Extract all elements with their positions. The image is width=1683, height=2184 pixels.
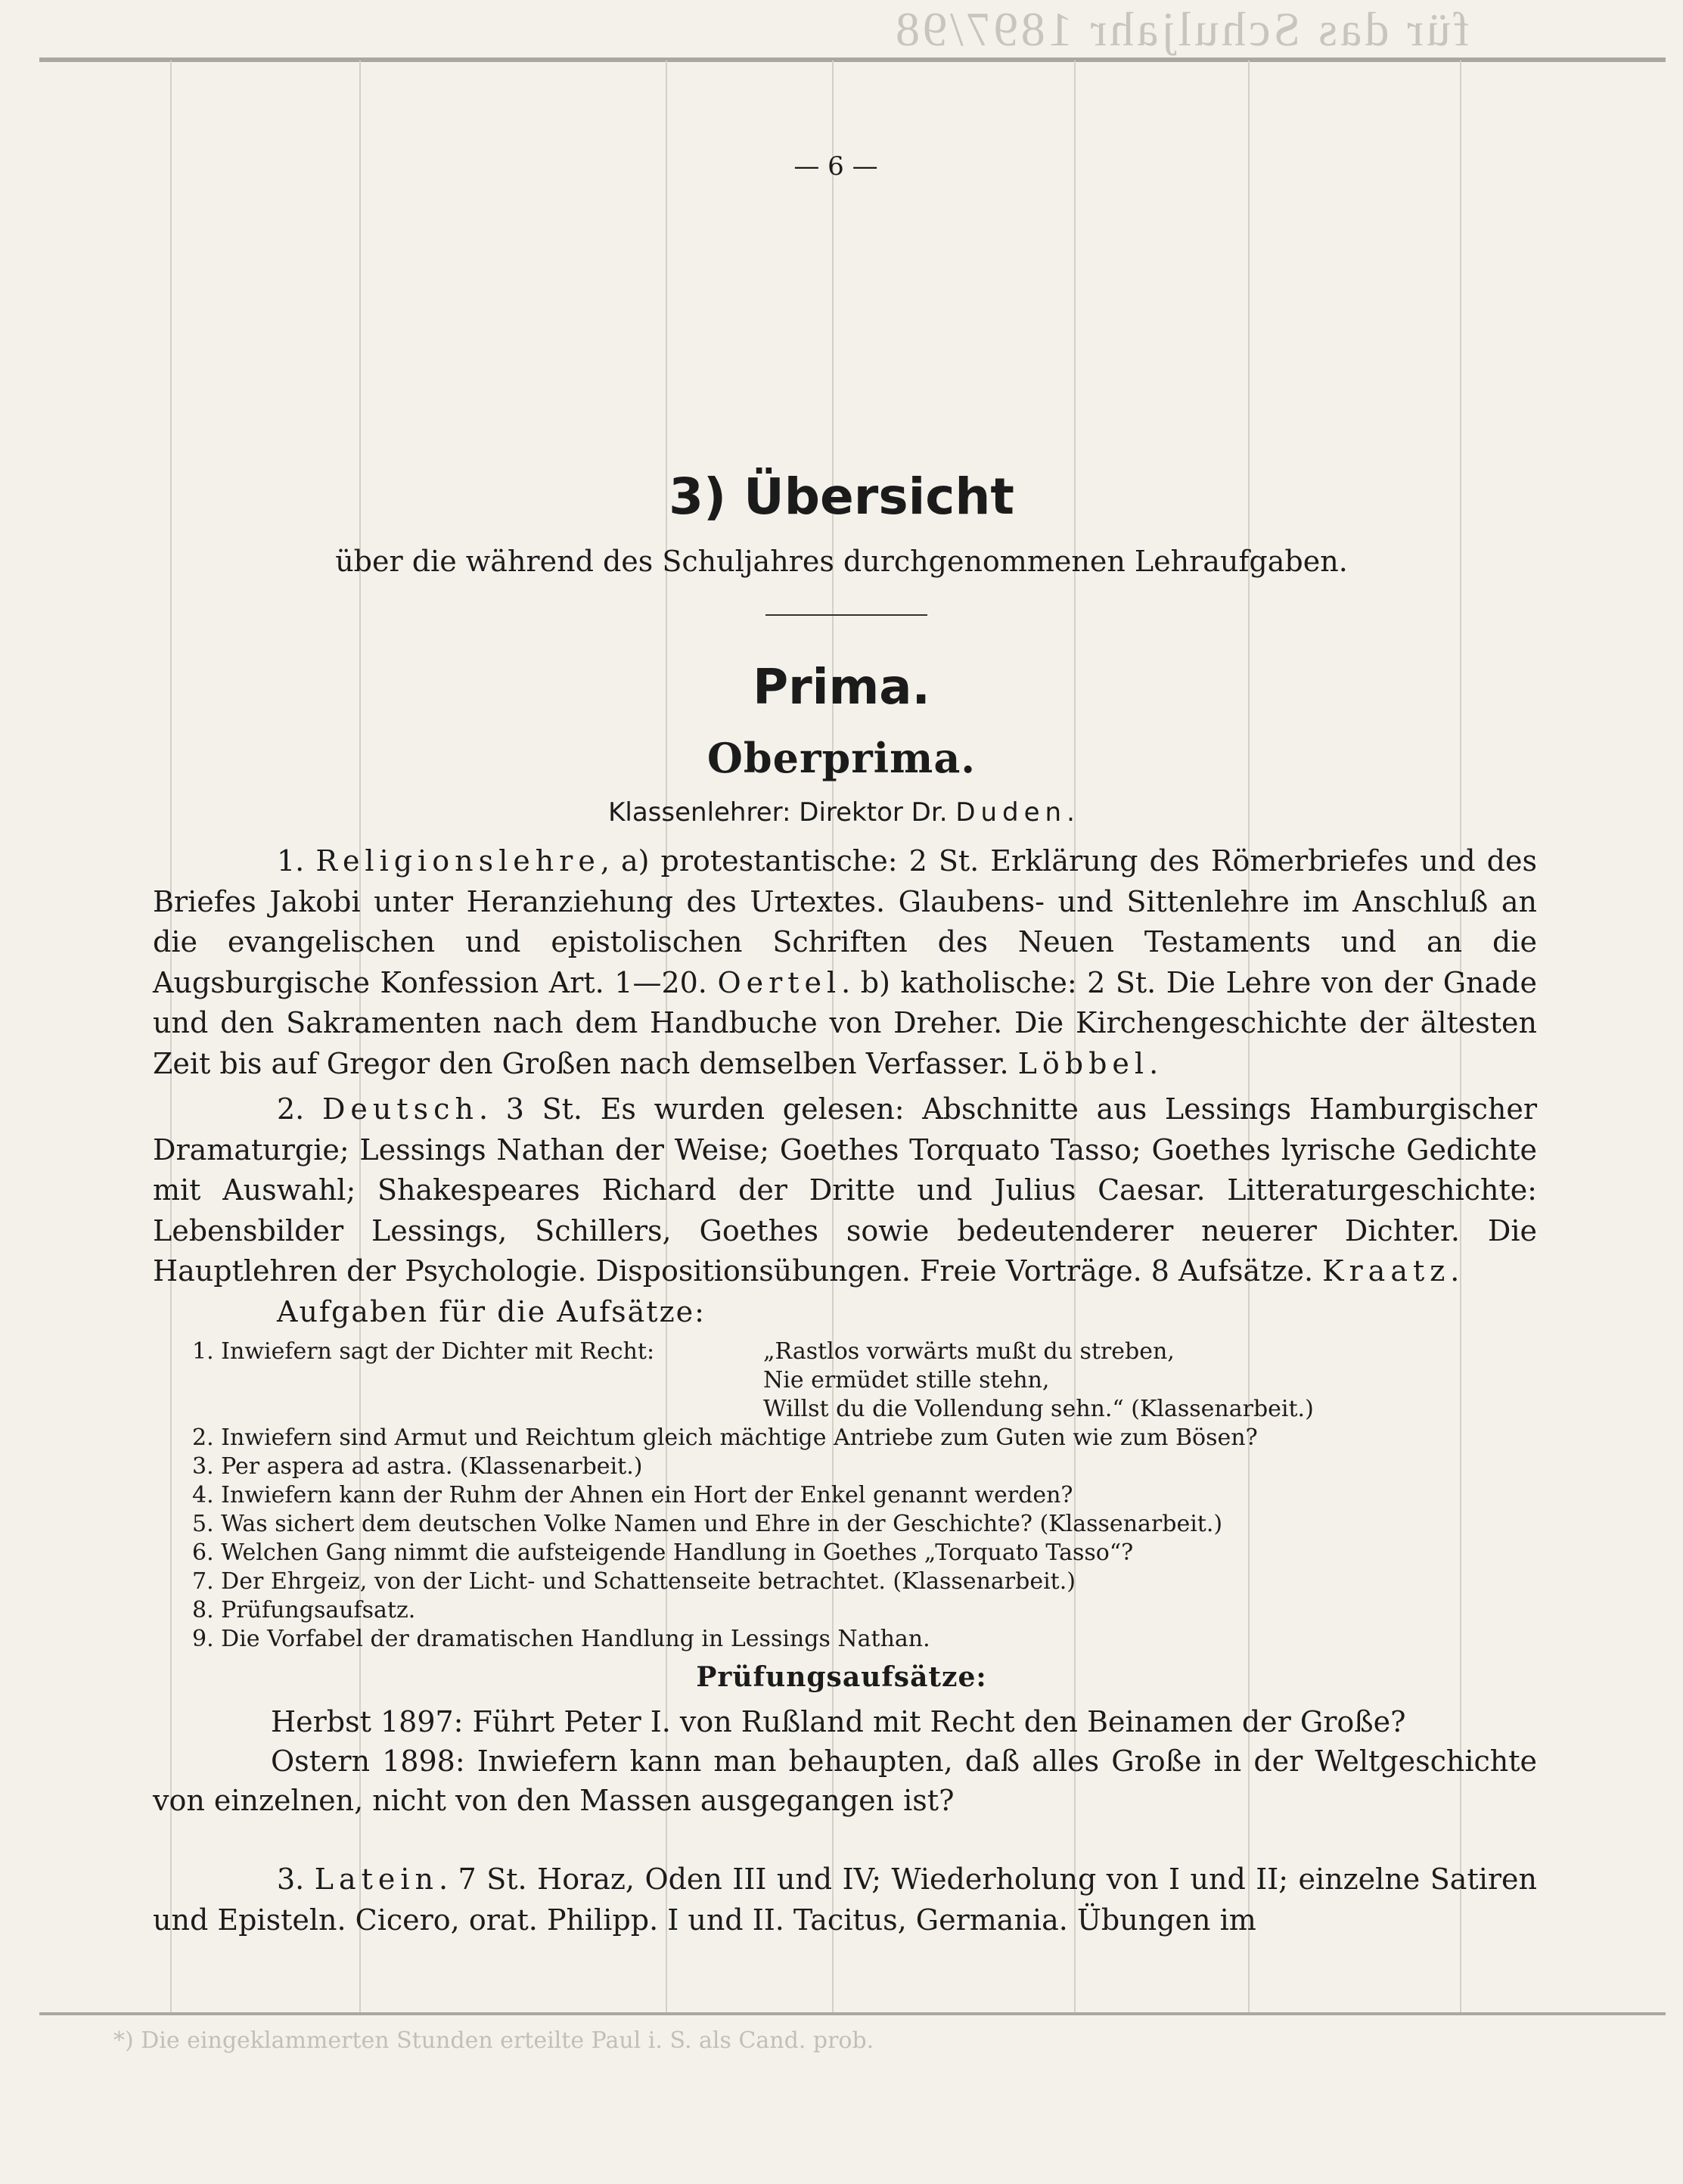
- teacher-name: Oertel: [717, 965, 842, 999]
- exam-topics: [153, 1702, 1537, 1820]
- list-item: 9. Die Vorfabel der dramatischen Handlung in Lessings Nathan.: [192, 1626, 930, 1652]
- essay-quote-line: Willst du die Vollendung sehn.“ (Klassenarbeit.): [763, 1396, 1314, 1422]
- list-item: 7. Der Ehrgeiz, von der Licht- und Schattenseite betrachtet. (Klassenarbeit.): [192, 1568, 1076, 1595]
- subject-name: Latein: [314, 1862, 439, 1896]
- class-teacher-suffix: .: [1067, 797, 1075, 828]
- subject-number: 3.: [277, 1862, 315, 1896]
- religion-paragraph: [153, 841, 1537, 1084]
- page-number: — 6 —: [793, 151, 878, 182]
- essay-quote-line: Nie ermüdet stille stehn,: [763, 1367, 1050, 1393]
- sentence-end: .: [1149, 1046, 1159, 1080]
- section-subtitle: über die während des Schuljahres durchgenommenen Lehraufgaben.: [335, 545, 1348, 578]
- divider: [765, 614, 927, 616]
- teacher-name: Löbbel: [1017, 1046, 1150, 1080]
- ghost-title: für das Schuljahr 1897/98: [893, 2, 1470, 56]
- teacher-name: Kraatz: [1322, 1254, 1451, 1288]
- subject-text: . b) katholische: 2 St. Die Lehre von der Gnade und den Sakramenten nach dem Handbuche von Dreher. Die Kirchengeschichte der ältesten Zeit bis auf Gregor den Großen nach demselben Verfasser.: [153, 965, 1538, 1080]
- subject-number: 1.: [277, 844, 316, 878]
- exam-heading: Prüfungsaufsätze:: [696, 1661, 987, 1693]
- class-teacher: [0, 797, 1683, 828]
- latein-paragraph: [153, 1859, 1537, 1940]
- subject-name: Religionslehre: [315, 844, 601, 878]
- deutsch-paragraph: [153, 1089, 1537, 1292]
- class-teacher-label: Klassenlehrer: Direktor Dr.: [608, 797, 956, 828]
- class-teacher-name: Duden: [955, 797, 1067, 828]
- list-item: 8. Prüfungsaufsatz.: [192, 1597, 416, 1623]
- list-item: 1. Inwiefern sagt der Dichter mit Recht:: [192, 1338, 655, 1365]
- essay-heading: Aufgaben für die Aufsätze:: [277, 1295, 706, 1328]
- essay-quote-line: „Rastlos vorwärts mußt du streben,: [763, 1338, 1175, 1365]
- class-title: Prima.: [753, 660, 930, 716]
- subject-text: . 7 St. Horaz, Oden III und IV; Wiederholung von I und II; einzelne Satiren und Episteln. Cicero, orat. Philipp. I und II. Tacitus, Germania. Übungen im: [153, 1862, 1537, 1937]
- exam-easter: Ostern 1898: Inwiefern kann man behaupten, daß alles Große in der Weltgeschichte von einzelnen, nicht von den Massen ausgegangen ist?: [153, 1744, 1537, 1817]
- subject-text: , a) protestantische: 2 St. Erklärung des Römerbriefes und des Briefes Jakobi unter Heranziehung des Urtextes. Glaubens- und Sittenlehre im Anschluß an die evangelischen und epistolischen Schriften des Neuen Testaments und an die Augsburgische Konfession Art. 1—20.: [153, 844, 1537, 999]
- list-item: 2. Inwiefern sind Armut und Reichtum gleich mächtige Antriebe zum Guten wie zum Bösen?: [192, 1424, 1258, 1451]
- subject-number: 2.: [277, 1092, 322, 1126]
- section-title: 3) Übersicht: [669, 468, 1014, 526]
- list-item: 4. Inwiefern kann der Ruhm der Ahnen ein Hort der Enkel genannt werden?: [192, 1482, 1073, 1508]
- list-item: 6. Welchen Gang nimmt die aufsteigende Handlung in Goethes „Torquato Tasso“?: [192, 1539, 1134, 1566]
- subject-text: . 3 St. Es wurden gelesen: Abschnitte aus Lessings Hamburgischer Dramaturgie; Lessings Nathan der Weise; Goethes Torquato Tasso; Goethes lyrische Gedichte mit Auswahl; Shakespeares Richard der Dritte und Julius Caesar. Litteraturgeschichte: Lebensbilder Lessings, Schillers, Goethes sowie bedeutenderer neuerer Dichter. Die Hauptlehren der Psychologie. Dispositionsübungen. Freie Vorträge. 8 Aufsätze.: [153, 1092, 1537, 1288]
- list-item: 3. Per aspera ad astra. (Klassenarbeit.): [192, 1453, 643, 1480]
- subject-name: Deutsch: [321, 1092, 479, 1126]
- exam-autumn: Herbst 1897: Führt Peter I. von Rußland mit Recht den Beinamen der Große?: [271, 1705, 1406, 1738]
- sentence-end: .: [1450, 1254, 1460, 1288]
- subclass-title: Oberprima.: [706, 734, 977, 782]
- ghost-footnote: *) Die eingeklammerten Stunden erteilte Paul i. S. als Cand. prob.: [113, 2027, 874, 2054]
- list-item: 5. Was sichert dem deutschen Volke Namen und Ehre in der Geschichte? (Klassenarbeit.): [192, 1511, 1223, 1537]
